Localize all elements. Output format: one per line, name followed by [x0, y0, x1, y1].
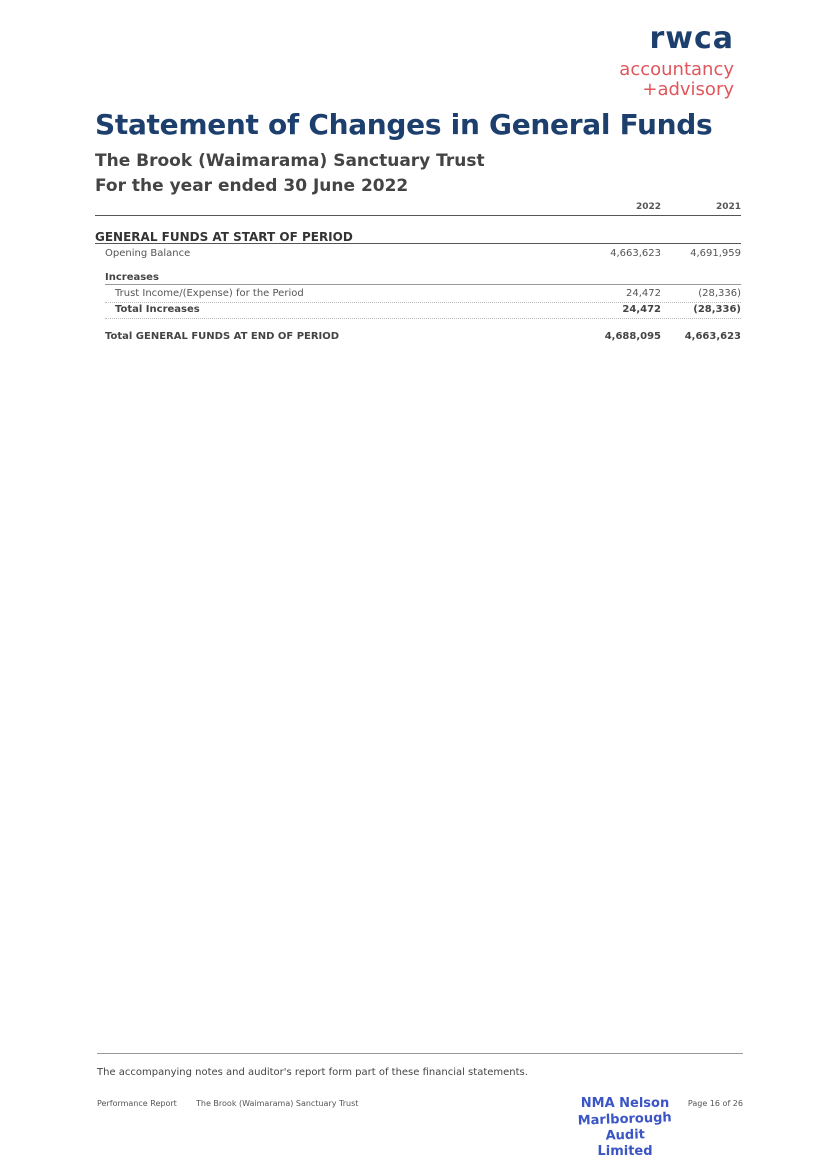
header-divider — [95, 215, 741, 216]
stamp-line-3: Limited — [597, 1144, 653, 1159]
total-end-label: Total GENERAL FUNDS AT END OF PERIOD — [105, 331, 340, 342]
audit-stamp — [560, 1096, 690, 1160]
opening-balance-label: Opening Balance — [105, 248, 191, 259]
stamp-line-1: NMA Nelson — [580, 1096, 670, 1111]
opening-balance-2021: 4,691,959 — [690, 248, 741, 259]
row-divider — [105, 302, 741, 303]
trust-income-2022: 24,472 — [626, 288, 661, 299]
increases-divider — [105, 284, 741, 285]
row-divider — [105, 318, 741, 319]
logo-advisory: +advisory — [642, 79, 734, 100]
column-header-2021: 2021 — [715, 202, 741, 212]
footer-divider — [97, 1053, 743, 1054]
opening-balance-2022: 4,663,623 — [610, 248, 661, 259]
total-end-2021: 4,663,623 — [684, 331, 741, 342]
column-header-2022: 2022 — [635, 202, 661, 212]
total-end-2022: 4,688,095 — [604, 331, 661, 342]
trust-income-label: Trust Income/(Expense) for the Period — [115, 288, 304, 299]
increases-heading: Increases — [105, 272, 159, 283]
logo-rwca: rwca — [649, 21, 734, 56]
footer-note: The accompanying notes and auditor's report form part of these financial statements. — [97, 1067, 528, 1078]
trust-income-2021: (28,336) — [698, 288, 741, 299]
section-divider — [95, 243, 741, 244]
total-increases-2022: 24,472 — [622, 304, 661, 315]
stamp-line-2: Marlborough Audit — [577, 1110, 672, 1144]
total-increases-2021: (28,336) — [693, 304, 741, 315]
page-number: Page 16 of 26 — [687, 1099, 743, 1108]
logo-accountancy: accountancy — [619, 59, 734, 80]
footer-entity-name: The Brook (Waimarama) Sanctuary Trust — [196, 1099, 359, 1108]
section-heading: GENERAL FUNDS AT START OF PERIOD — [95, 230, 353, 244]
total-increases-label: Total Increases — [115, 304, 200, 315]
reporting-period: For the year ended 30 June 2022 — [95, 176, 409, 196]
page-title: Statement of Changes in General Funds — [95, 108, 713, 141]
footer-report-name: Performance Report — [97, 1099, 177, 1108]
entity-name: The Brook (Waimarama) Sanctuary Trust — [95, 151, 485, 171]
